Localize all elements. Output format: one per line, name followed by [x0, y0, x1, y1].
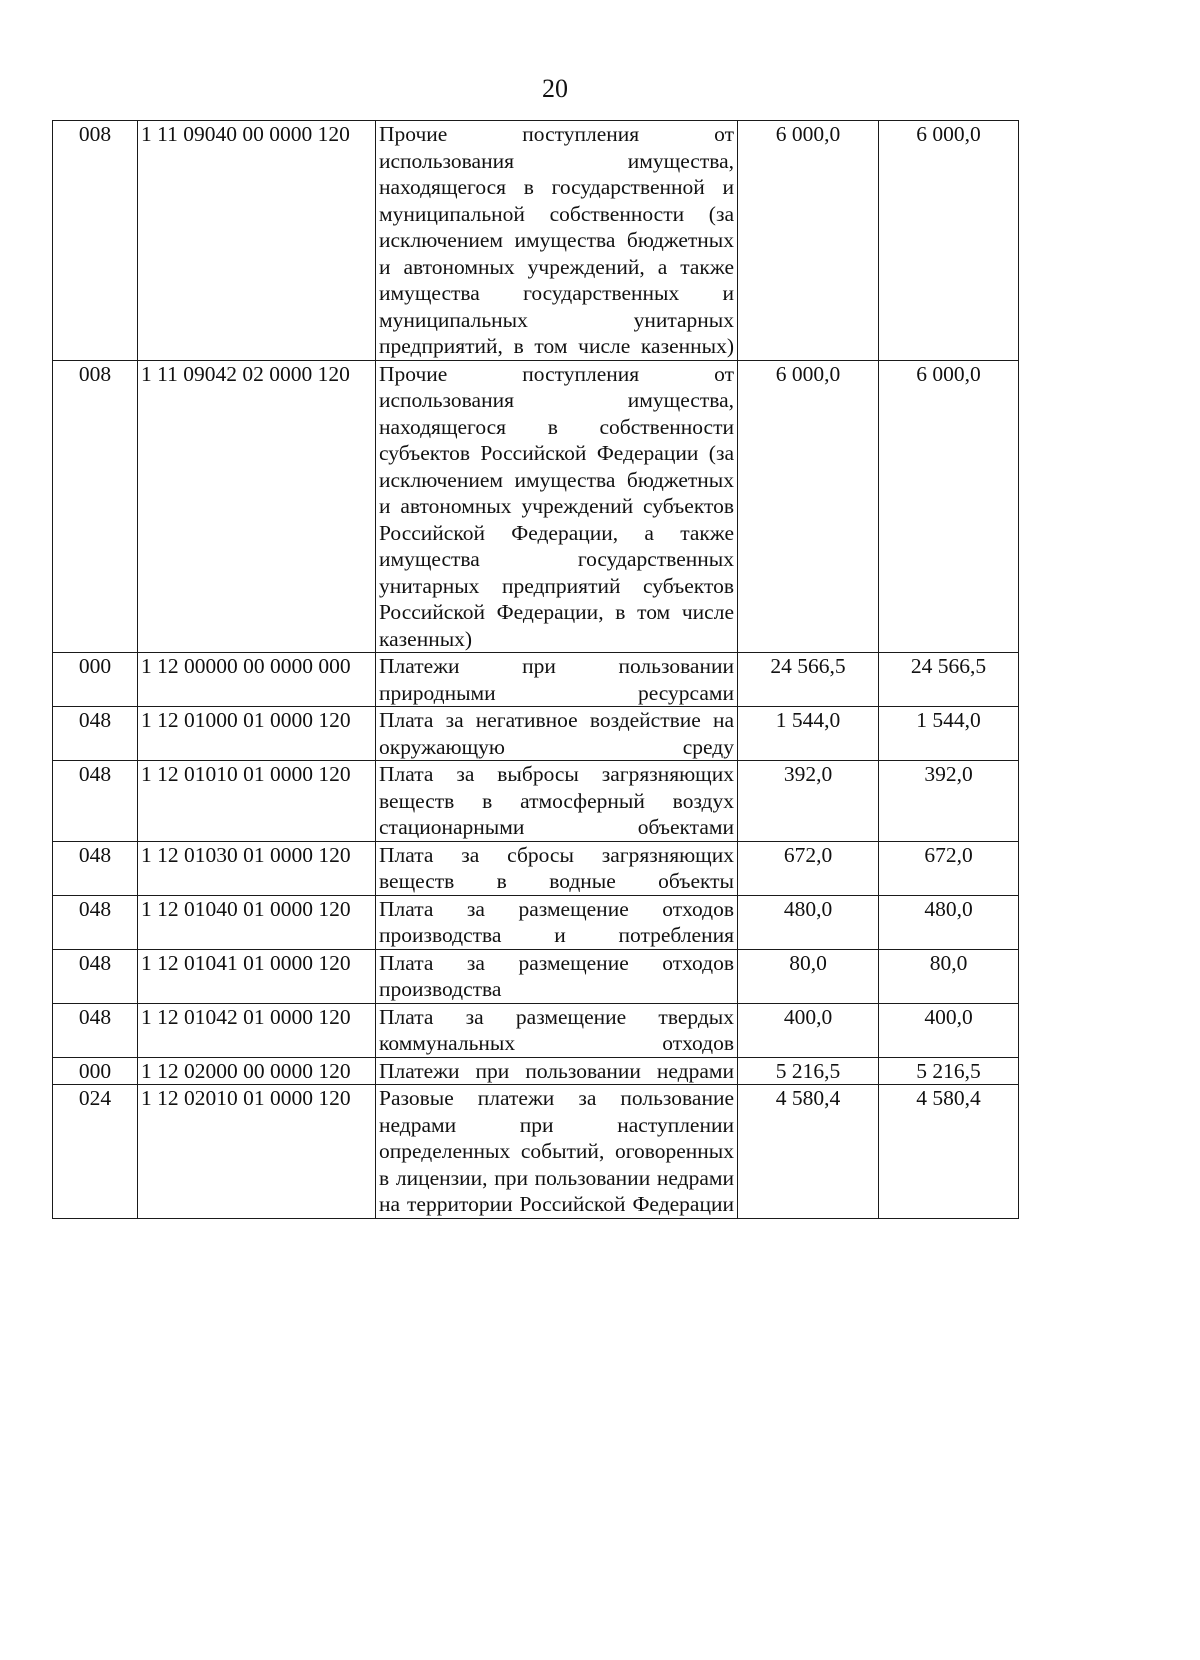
table-row [53, 895, 1019, 949]
table-row [53, 1003, 1019, 1057]
amount-cell-year-1: 480,0 [738, 895, 879, 949]
revenue-name-cell: Плата за сбросы загрязняющих веществ в водные объекты [376, 841, 738, 895]
table-row [53, 1085, 1019, 1219]
amount-cell-year-1: 400,0 [738, 1003, 879, 1057]
revenue-table [52, 120, 1019, 1219]
revenue-name-cell: Плата за выбросы загрязняющих веществ в атмосферный воздух стационарными объектами [376, 761, 738, 842]
admin-code-cell: 048 [53, 761, 138, 842]
amount-cell-year-2: 6 000,0 [879, 360, 1019, 653]
table-row [53, 360, 1019, 653]
revenue-name-cell: Платежи при пользовании природными ресурсами [376, 653, 738, 707]
admin-code-cell: 008 [53, 121, 138, 361]
budget-code-cell: 1 12 00000 00 0000 000 [138, 653, 376, 707]
amount-cell-year-1: 24 566,5 [738, 653, 879, 707]
amount-cell-year-1: 1 544,0 [738, 707, 879, 761]
amount-cell-year-1: 5 216,5 [738, 1057, 879, 1085]
amount-cell-year-2: 392,0 [879, 761, 1019, 842]
amount-cell-year-2: 6 000,0 [879, 121, 1019, 361]
admin-code-cell: 048 [53, 895, 138, 949]
budget-code-cell: 1 12 02010 01 0000 120 [138, 1085, 376, 1219]
page-number: 20 [542, 74, 568, 103]
table-row [53, 761, 1019, 842]
amount-cell-year-2: 480,0 [879, 895, 1019, 949]
admin-code-cell: 000 [53, 653, 138, 707]
revenue-name-cell: Прочие поступления от использования имущества, находящегося в государственной и муниципальной собственности (за исключением имущества бюджетных и автономных учреждений, а также имущества государственных и муниципальных унитарных предприятий, в том числе казенных) [376, 121, 738, 361]
admin-code-cell: 048 [53, 707, 138, 761]
admin-code-cell: 048 [53, 949, 138, 1003]
revenue-name-cell: Плата за размещение отходов производства и потребления [376, 895, 738, 949]
table-row [53, 653, 1019, 707]
amount-cell-year-2: 400,0 [879, 1003, 1019, 1057]
amount-cell-year-2: 672,0 [879, 841, 1019, 895]
revenue-name-cell: Разовые платежи за пользование недрами при наступлении определенных событий, оговоренных в лицензии, при пользовании недрами на территории Российской Федерации [376, 1085, 738, 1219]
budget-code-cell: 1 11 09042 02 0000 120 [138, 360, 376, 653]
amount-cell-year-1: 672,0 [738, 841, 879, 895]
admin-code-cell: 000 [53, 1057, 138, 1085]
budget-code-cell: 1 12 01042 01 0000 120 [138, 1003, 376, 1057]
table-row [53, 841, 1019, 895]
revenue-name-cell: Прочие поступления от использования имущества, находящегося в собственности субъектов Российской Федерации (за исключением имущества бюджетных и автономных учреждений субъектов Российской Федерации, а также имущества государственных унитарных предприятий субъектов Российской Федерации, в том числе казенных) [376, 360, 738, 653]
amount-cell-year-1: 392,0 [738, 761, 879, 842]
revenue-name-cell: Плата за размещение отходов производства [376, 949, 738, 1003]
amount-cell-year-1: 4 580,4 [738, 1085, 879, 1219]
amount-cell-year-2: 4 580,4 [879, 1085, 1019, 1219]
amount-cell-year-2: 24 566,5 [879, 653, 1019, 707]
budget-code-cell: 1 12 01030 01 0000 120 [138, 841, 376, 895]
revenue-name-cell: Плата за негативное воздействие на окружающую среду [376, 707, 738, 761]
table-row [53, 121, 1019, 361]
amount-cell-year-2: 1 544,0 [879, 707, 1019, 761]
amount-cell-year-1: 6 000,0 [738, 360, 879, 653]
budget-code-cell: 1 11 09040 00 0000 120 [138, 121, 376, 361]
budget-code-cell: 1 12 01000 01 0000 120 [138, 707, 376, 761]
amount-cell-year-2: 80,0 [879, 949, 1019, 1003]
table-row [53, 707, 1019, 761]
revenue-name-cell: Платежи при пользовании недрами [376, 1057, 738, 1085]
amount-cell-year-2: 5 216,5 [879, 1057, 1019, 1085]
admin-code-cell: 024 [53, 1085, 138, 1219]
budget-code-cell: 1 12 01010 01 0000 120 [138, 761, 376, 842]
amount-cell-year-1: 6 000,0 [738, 121, 879, 361]
admin-code-cell: 008 [53, 360, 138, 653]
budget-code-cell: 1 12 01040 01 0000 120 [138, 895, 376, 949]
table-row [53, 949, 1019, 1003]
table-row [53, 1057, 1019, 1085]
budget-code-cell: 1 12 01041 01 0000 120 [138, 949, 376, 1003]
admin-code-cell: 048 [53, 1003, 138, 1057]
budget-code-cell: 1 12 02000 00 0000 120 [138, 1057, 376, 1085]
amount-cell-year-1: 80,0 [738, 949, 879, 1003]
admin-code-cell: 048 [53, 841, 138, 895]
revenue-name-cell: Плата за размещение твердых коммунальных отходов [376, 1003, 738, 1057]
